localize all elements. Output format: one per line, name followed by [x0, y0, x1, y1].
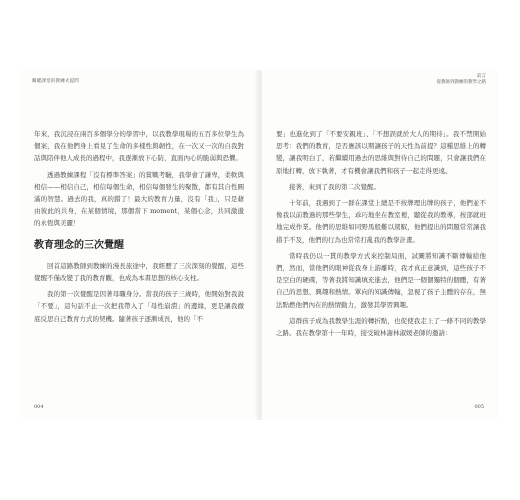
right-page	[262, 70, 498, 420]
body-paragraph: 十年前，我遇到了一群在課堂上總是不按牌理出牌的孩子，他們並不像我以前教過的那些學生，乖巧地坐在教室裡，聽從我的教導，按部就班地完成作業。他們的思維如同野馬般難以駕馭，他們提出的問題常常讓我措手不及，他們的行為也常常打亂我的教學計畫。	[276, 199, 486, 244]
page-number-left: 004	[34, 404, 44, 410]
page-number-right: 005	[474, 404, 484, 410]
running-header-title: 從教師到教練的教學之路	[436, 80, 486, 85]
body-paragraph: 要」也進化到了「不要安親班」、「不想誤就於大人的期待」。我不禁開始思考：我們的教育，是否應該以期讓孩子的天性為前提？這種思維上的轉變，讓我明白了，若繼續用過去的思維與對待自己的問題，只會讓我們在原地打轉，放下執著，才有機會讓我們和孩子一起走得更遠。	[276, 130, 486, 175]
body-paragraph: 透過教練課程「沒有標準答案」的賞戰考驗，我學會了謙卑，柔軟與相信——相信自己，相信每個生命，相信每個發生的聚散，都有其自性圓滿的智慧。過去的我，真的錯了！最大的教育力量，沒有「我」，只是藉由彼此的共身，在某個情境，那個當下 moment，某個心念，共同激盪的永恆與美麗！	[34, 170, 244, 228]
body-paragraph: 我的第一次覺醒是因著母職身分。當我的孩子三歲時，他開始對我說「不要」，這句話不止一次把我帶入了「母性崩潰」的邊緣，更是讓我徹底反思自己教育方式的契機。隨著孩子逐漸成長，他的「不	[34, 290, 244, 323]
body-paragraph: 回首這路教師到教練的漫長旅途中，我經歷了三次深刻的覺醒，這些覺醒不僅改變了我的教育觀，也成為本書思想的核心支柱。	[34, 261, 244, 283]
right-page-body	[276, 128, 486, 343]
running-header-chapter: 前言	[477, 74, 486, 79]
running-header-right	[437, 74, 487, 86]
left-page	[20, 70, 256, 420]
body-paragraph: 年來，我沉浸在兩百多個學分的學習中，以我教學現場的五百多位學生為個案，我在他們身上看見了生命的多樣性與韌性，在一次又一次的自我對話與陪伴他人成長的過程中，我逐漸放下心防，直面內心的脆弱與恐懼。	[34, 130, 244, 163]
body-paragraph: 當時我仍以一貫的教學方式來控制局面，試圖將知識不斷傳輸給他們，然而，當他們的眼神從我身上游離時，我才真正意識到，這些孩子不是空白的硬碟，等著我將知識填充進去，他們是一個個獨特的個體，有著自己的思想、興趣和熱情。單向的知識傳輸，忽視了孩子主體的存在，無法點燃他們內在的熱情動力，激發其學習興趣。	[276, 251, 486, 309]
left-page-body	[34, 128, 244, 329]
section-heading: 教育理念的三次覺醒	[34, 239, 124, 251]
body-paragraph: 這群孩子成為我教學生涯的轉折點，也促使我走上了一條不同的教學之路。我在教學第十一年時，接受破林謝林淑媛老師的邀請：	[276, 316, 486, 338]
running-header-left: 關鍵課堂的教練式提問	[32, 79, 79, 84]
body-paragraph: 接著，來到了我的第二次覺醒。	[289, 182, 380, 191]
